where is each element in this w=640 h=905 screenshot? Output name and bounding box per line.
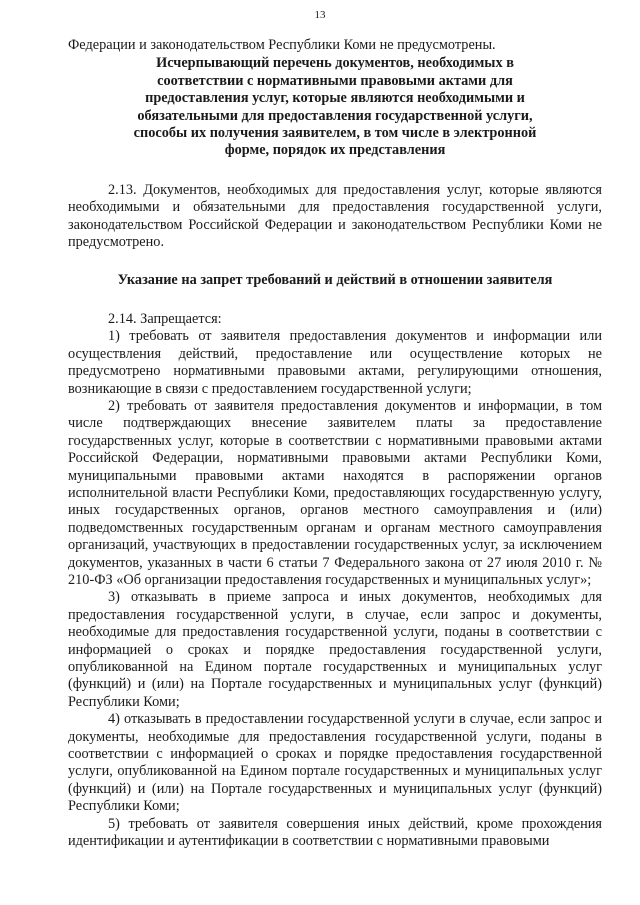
prohibition-item-2: 2) требовать от заявителя предоставления документов и информации, в том числе подтверждающих внесение заявителем платы за предоставление государственных услуг, которые в соответствии с нормативными правовыми актами Российской Федерации, нормативными правовыми актами Республики Коми, муниципальными правовыми актами находятся в распоряжении органов исполнительной власти Республики Коми, предоставляющих государственную услугу, иных государственных органов, органов местного самоуправления и (или) подведомственных государственным органам и органам местного самоуправления организаций, участвующих в предоставлении государственных услуг, за исключением документов, указанных в части 6 статьи 7 Федерального закона от 27 июля 2010 г. № 210-ФЗ «Об организации предоставления государственных и муниципальных услуг»; xyxy=(68,397,602,588)
spacer xyxy=(68,290,602,311)
prohibition-item-1: 1) требовать от заявителя предоставления документов и информации или осуществления действий, предоставление или осуществление которых не предусмотрено нормативными правовыми актами, регулирующими отношения, возникающие в связи с предоставлением государственной услуги; xyxy=(68,328,602,397)
spacer xyxy=(68,251,602,272)
paragraph-2-13: 2.13. Документов, необходимых для предоставления услуг, которые являются необходимыми и обязательными для предоставления государственной услуги, законодательством Российской Федерации и законодательством Республики Коми не предусмотрено. xyxy=(68,181,602,251)
prohibition-item-5: 5) требовать от заявителя совершения иных действий, кроме прохождения идентификации и аутентификации в соответствии с нормативными правовыми xyxy=(68,815,602,850)
page-number: 13 xyxy=(314,9,326,21)
section-title-prohibitions: Указание на запрет требований и действий в отношении заявителя xyxy=(117,272,553,289)
section-title-documents: Исчерпывающий перечень документов, необходимых в соответствии с нормативными правовыми актами для предоставления услуг, которые являются необходимыми и обязательными для предоставления государственной услуги, способы их получения заявителем, в том числе в электронной форме, порядок их представления xyxy=(133,55,537,159)
intro-line: Федерации и законодательством Республики Коми не предусмотрены. xyxy=(68,37,496,53)
document-body xyxy=(68,37,602,850)
prohibition-item-4: 4) отказывать в предоставлении государственной услуги в случае, если запрос и документы, необходимые для предоставления государственной услуги, поданы в соответствии с информацией о сроках и порядке предоставления государственной услуги, опубликованной на Едином портале государственных и муниципальных услуг (функций) и (или) на Портале государственных и муниципальных услуг (функций) Республики Коми; xyxy=(68,711,602,815)
spacer xyxy=(68,160,602,182)
paragraph-2-14-heading: 2.14. Запрещается: xyxy=(108,310,222,327)
prohibition-item-3: 3) отказывать в приеме запроса и иных документов, необходимых для предоставления государственной услуги, в случае, если запрос и документы, необходимые для предоставления государственной услуги, поданы в соответствии с информацией о сроках и порядке предоставления государственной услуги, опубликованной на Едином портале государственных и муниципальных услуг (функций) и (или) на Портале государственных и муниципальных услуг (функций) Республики Коми; xyxy=(68,589,602,710)
